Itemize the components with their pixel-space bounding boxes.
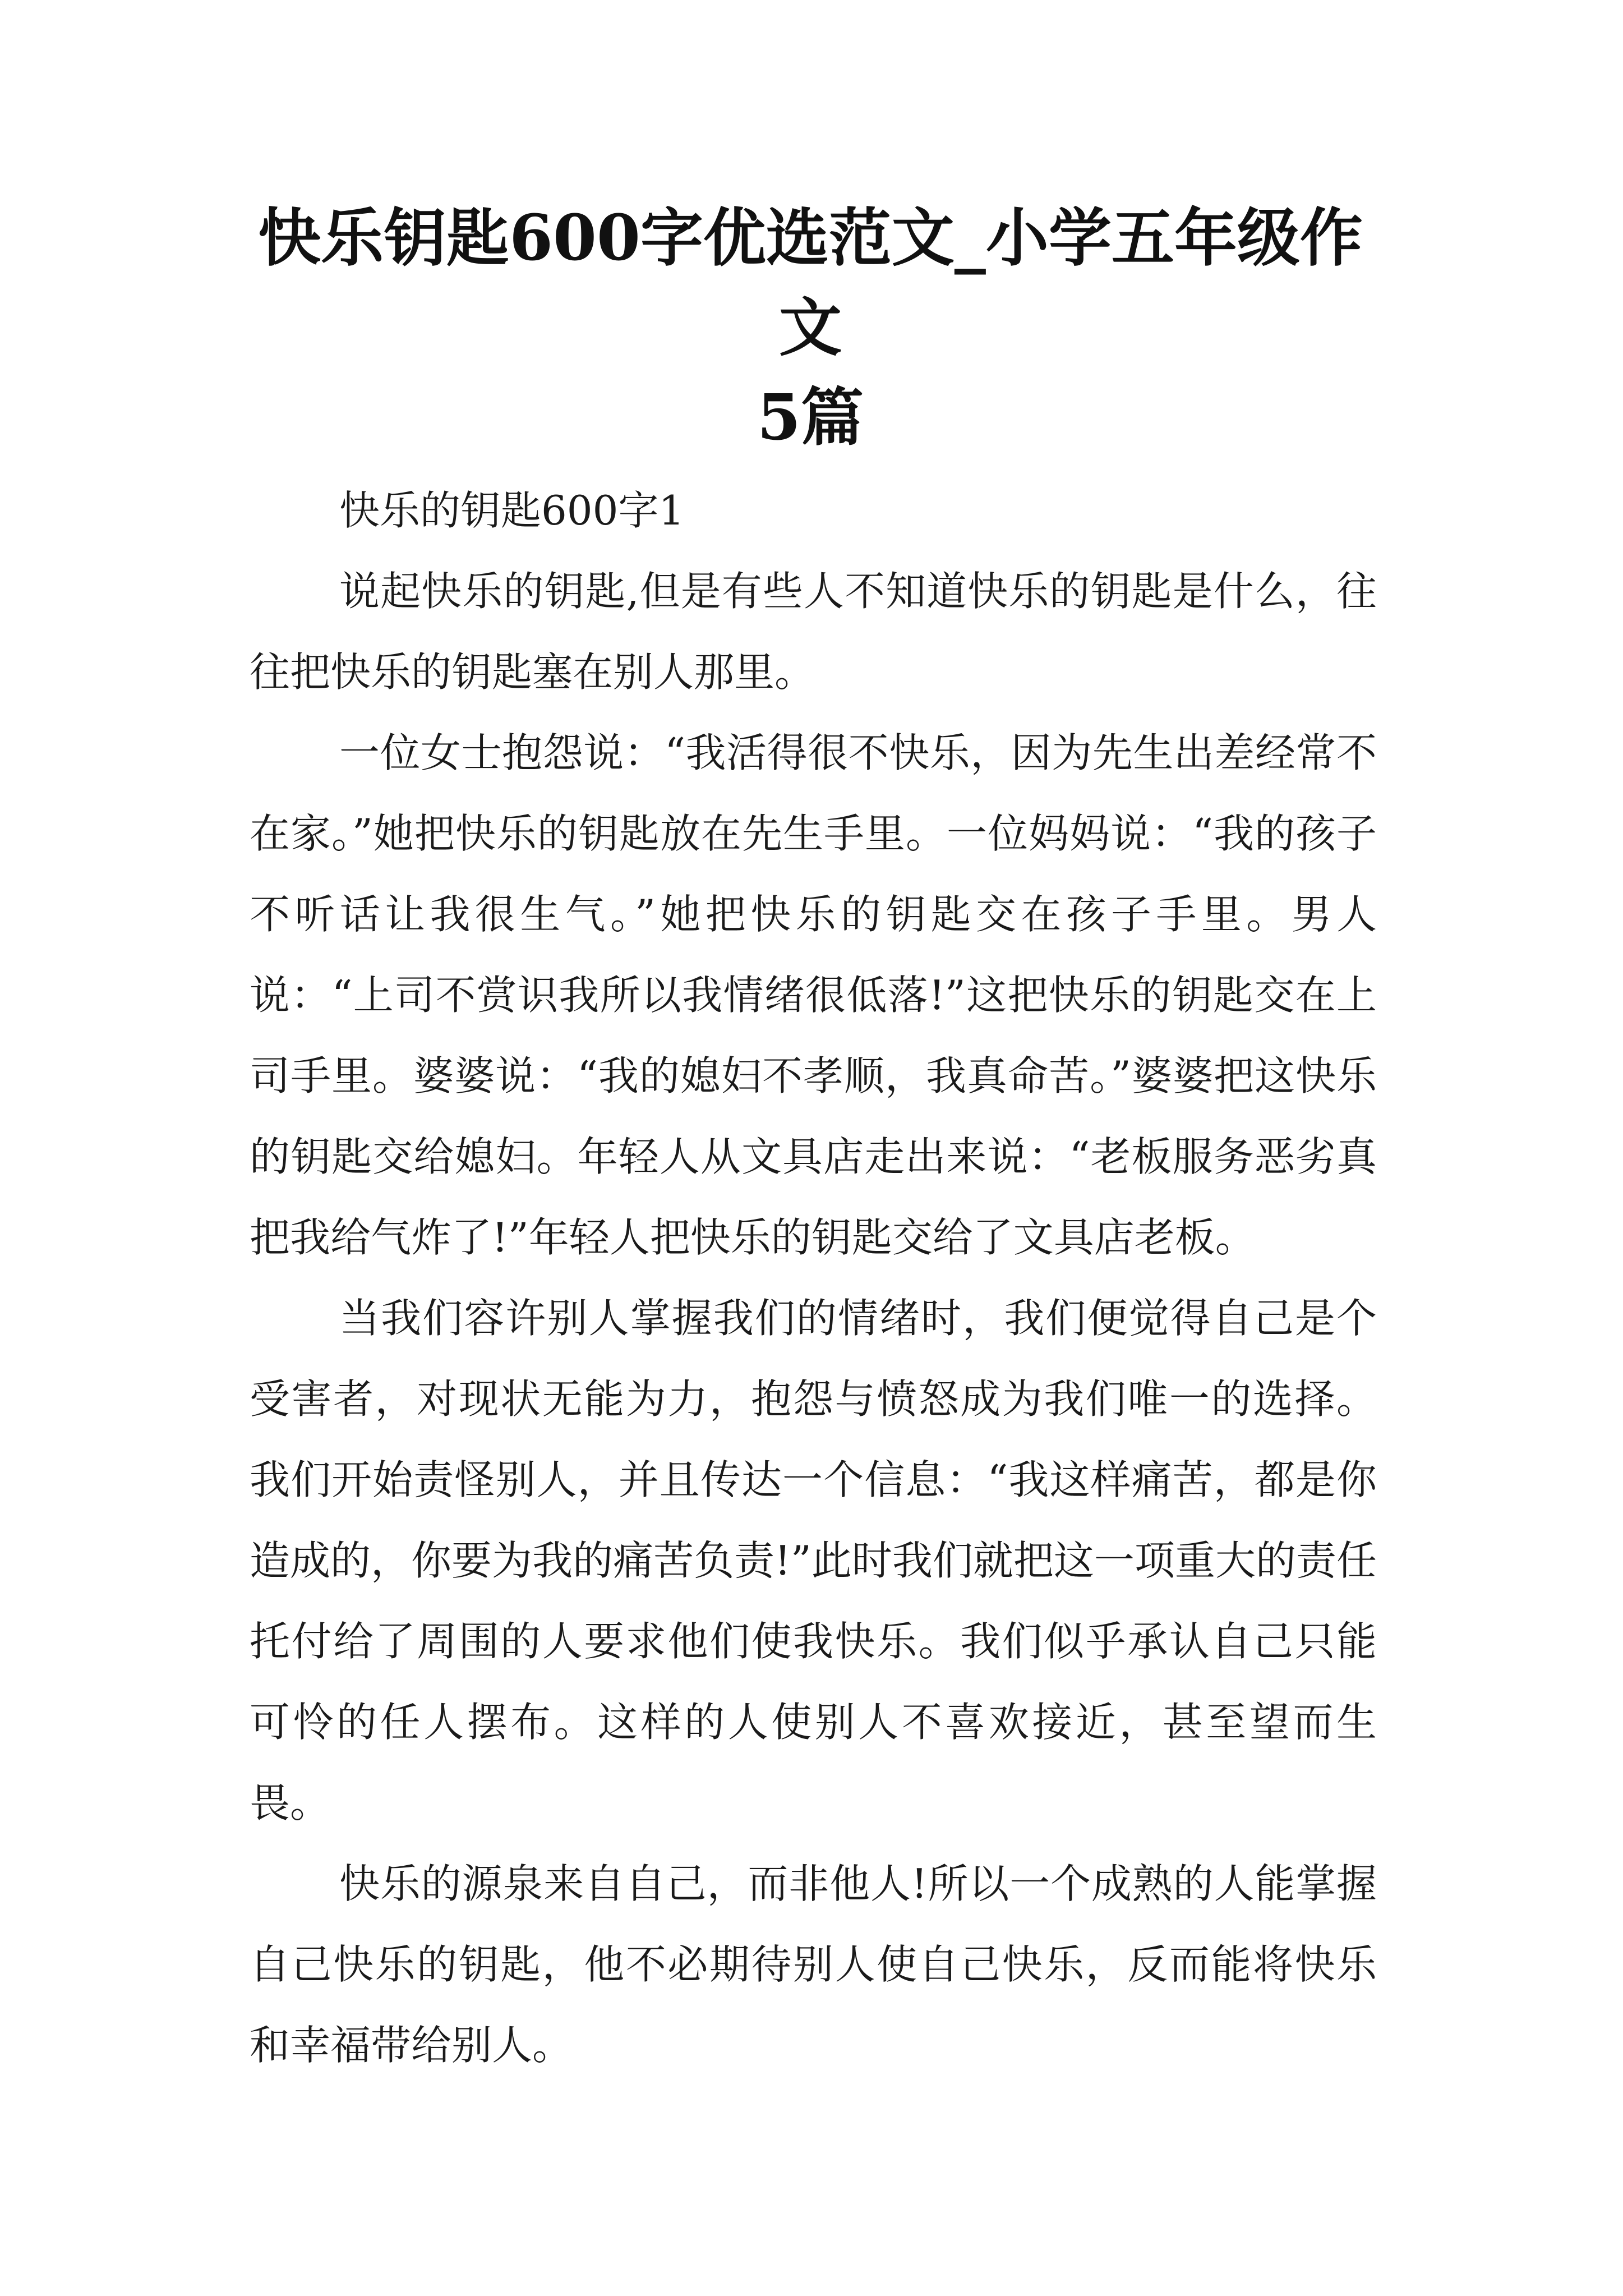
paragraph-4: 快乐的源泉来自自己，而非他人!所以一个成熟的人能掌握自己快乐的钥匙，他不必期待别人使自己快乐，反而能将快乐和幸福带给别人。 [250,1860,1377,2069]
title-line-1: 快乐钥匙600字优选范文_小学五年级作文 [258,201,1363,365]
title-line-2: 5篇 [757,381,864,454]
section-heading: 快乐的钥匙600字1 [339,487,685,534]
document-title [247,194,1374,463]
paragraph-3: 当我们容许别人掌握我们的情绪时，我们便觉得自己是个受害者，对现状无能为力，抱怨与愤怒成为我们唯一的选择。我们开始责怪别人，并且传达一个信息：“我这样痛苦，都是你造成的，你要为我的痛苦负责!”此时我们就把这一项重大的责任托付给了周围的人要求他们使我快乐。我们似乎承认自己只能可怜的任人摆布。这样的人使别人不喜欢接近，甚至望而生畏。 [250,1295,1377,1826]
paragraph-1: 说起快乐的钥匙,但是有些人不知道快乐的钥匙是什么，往往把快乐的钥匙塞在别人那里。 [250,568,1377,696]
paragraph-2: 一位女士抱怨说：“我活得很不快乐，因为先生出差经常不在家。”她把快乐的钥匙放在先生手里。一位妈妈说：“我的孩子不听话让我很生气。”她把快乐的钥匙交在孩子手里。男人说：“上司不赏识我所以我情绪很低落!”这把快乐的钥匙交在上司手里。婆婆说：“我的媳妇不孝顺，我真命苦。”婆婆把这快乐的钥匙交给媳妇。年轻人从文具店走出来说：“老板服务恶劣真把我给气炸了!”年轻人把快乐的钥匙交给了文具店老板。 [250,729,1377,1261]
document-body [250,470,1377,2086]
